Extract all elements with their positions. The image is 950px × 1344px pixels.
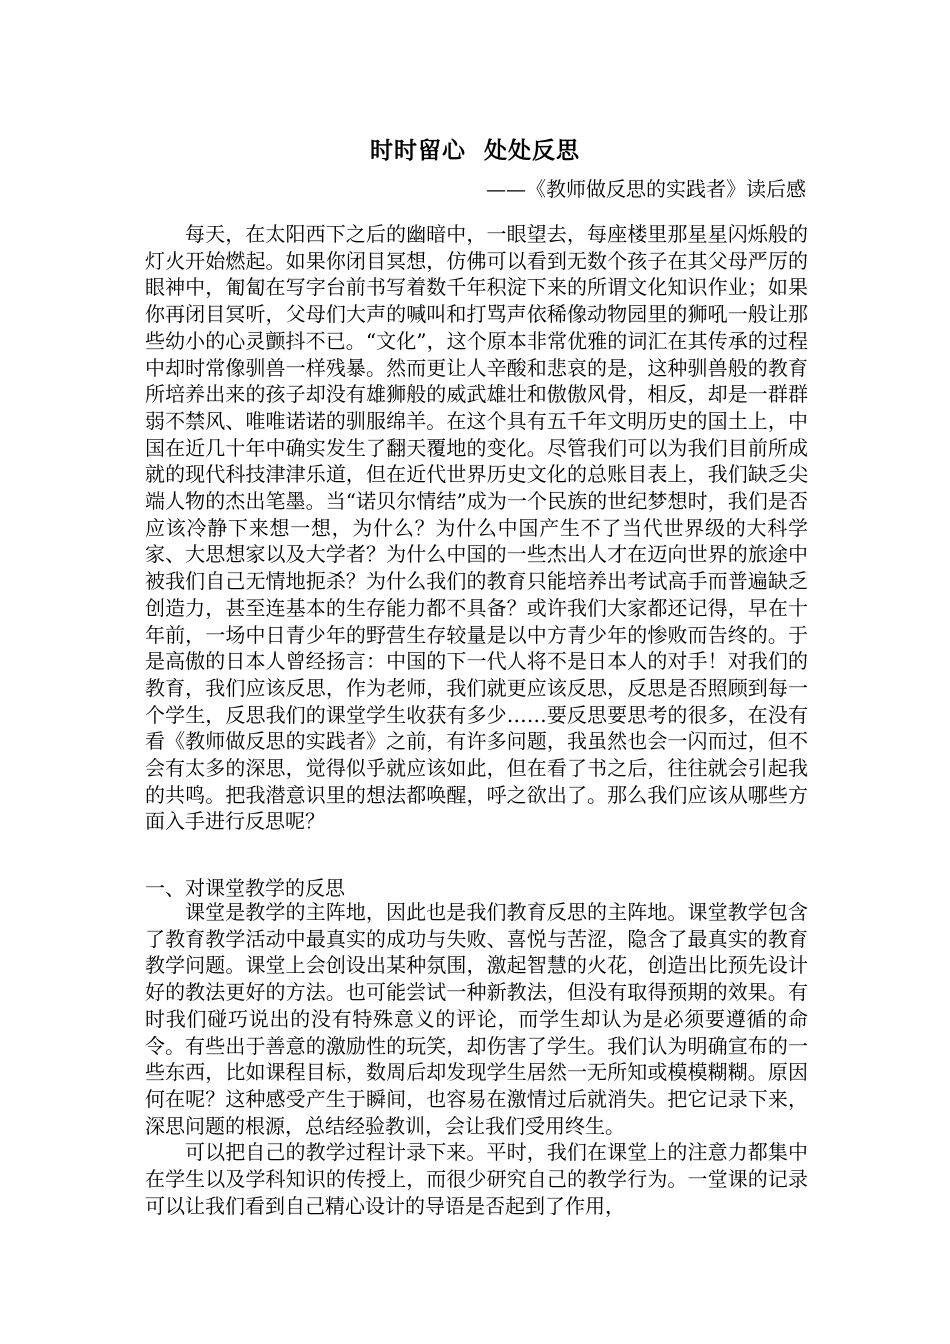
body-paragraph: 课堂是教学的主阵地，因此也是我们教育反思的主阵地。课堂教学包含了教育教学活动中最真实的成功与失败、喜悦与苦涩，隐含了最真实的教育教学问题。课堂上会创设出某种氛围，激起智慧的火花，创造出比预先设计好的教法更好的方法。也可能尝试一种新教法，但没有取得预期的效果。有时我们碰巧说出的没有特殊意义的评论，而学生却认为是必须要遵循的命令。有些出于善意的激励性的玩笑，却伤害了学生。我们认为明确宣布的一些东西，比如课程目标，数周后却发现学生居然一无所知或模模糊糊。原因何在呢？这种感受产生于瞬间，也容易在激情过后就消失。把它记录下来，深思问题的根源，总结经验教训，会让我们受用终生。 — [145, 900, 808, 1138]
document-title: 时时留心 处处反思 — [369, 138, 580, 164]
section-heading: 一、对课堂教学的反思 — [145, 876, 345, 900]
body-paragraph: 每天，在太阳西下之后的幽暗中，一眼望去，每座楼里那星星闪烁般的灯火开始燃起。如果你闭目冥想，仿佛可以看到无数个孩子在其父母严厉的眼神中，匍匐在写字台前书写着数千年积淀下来的所谓文化知识作业；如果你再闭目冥听，父母们大声的喊叫和打骂声依稀像动物园里的狮吼一般让那些幼小的心灵颤抖不已。“文化”，这个原本非常优雅的词汇在其传承的过程中却时常像驯兽一样残暴。然而更让人辛酸和悲哀的是，这种驯兽般的教育所培养出来的孩子却没有雄狮般的威武雄壮和傲傲风骨，相反，却是一群群弱不禁风、唯唯诺诺的驯服绵羊。在这个具有五千年文明历史的国土上，中国在近几十年中确实发生了翻天覆地的变化。尽管我们可以为我们目前所成就的现代科技津津乐道，但在近代世界历史文化的总账目表上，我们缺乏尖端人物的杰出笔墨。当“诺贝尔情结”成为一个民族的世纪梦想时，我们是否应该冷静下来想一想，为什么？为什么中国产生不了当代世界级的大科学家、大思想家以及大学者？为什么中国的一些杰出人才在迈向世界的旅途中被我们自己无情地扼杀？为什么我们的教育只能培养出考试高手而普遍缺乏创造力，甚至连基本的生存能力都不具备？或许我们大家都还记得，早在十年前，一场中日青少年的野营生存较量是以中方青少年的惨败而告终的。于是高傲的日本人曾经扬言：中国的下一代人将不是日本人的对手！对我们的教育，我们应该反思，作为老师，我们就更应该反思，反思是否照顾到每一个学生，反思我们的课堂学生收获有多少……要反思要思考的很多，在没有看《教师做反思的实践者》之前，有许多问题，我虽然也会一闪而过，但不会有太多的深思，觉得似乎就应该如此，但在看了书之后，往往就会引起我的共鸣。把我潜意识里的想法都唤醒，呼之欲出了。那么我们应该从哪些方面入手进行反思呢？ — [145, 222, 808, 834]
body-paragraph: 可以把自己的教学过程计录下来。平时，我们在课堂上的注意力都集中在学生以及学科知识的传授上，而很少研究自己的教学行为。一堂课的记录可以让我们看到自己精心设计的导语是否起到了作用， — [145, 1140, 808, 1218]
document-subtitle: ——《教师做反思的实践者》读后感 — [486, 177, 806, 201]
intro-section — [145, 221, 808, 835]
section-body — [145, 899, 808, 1219]
